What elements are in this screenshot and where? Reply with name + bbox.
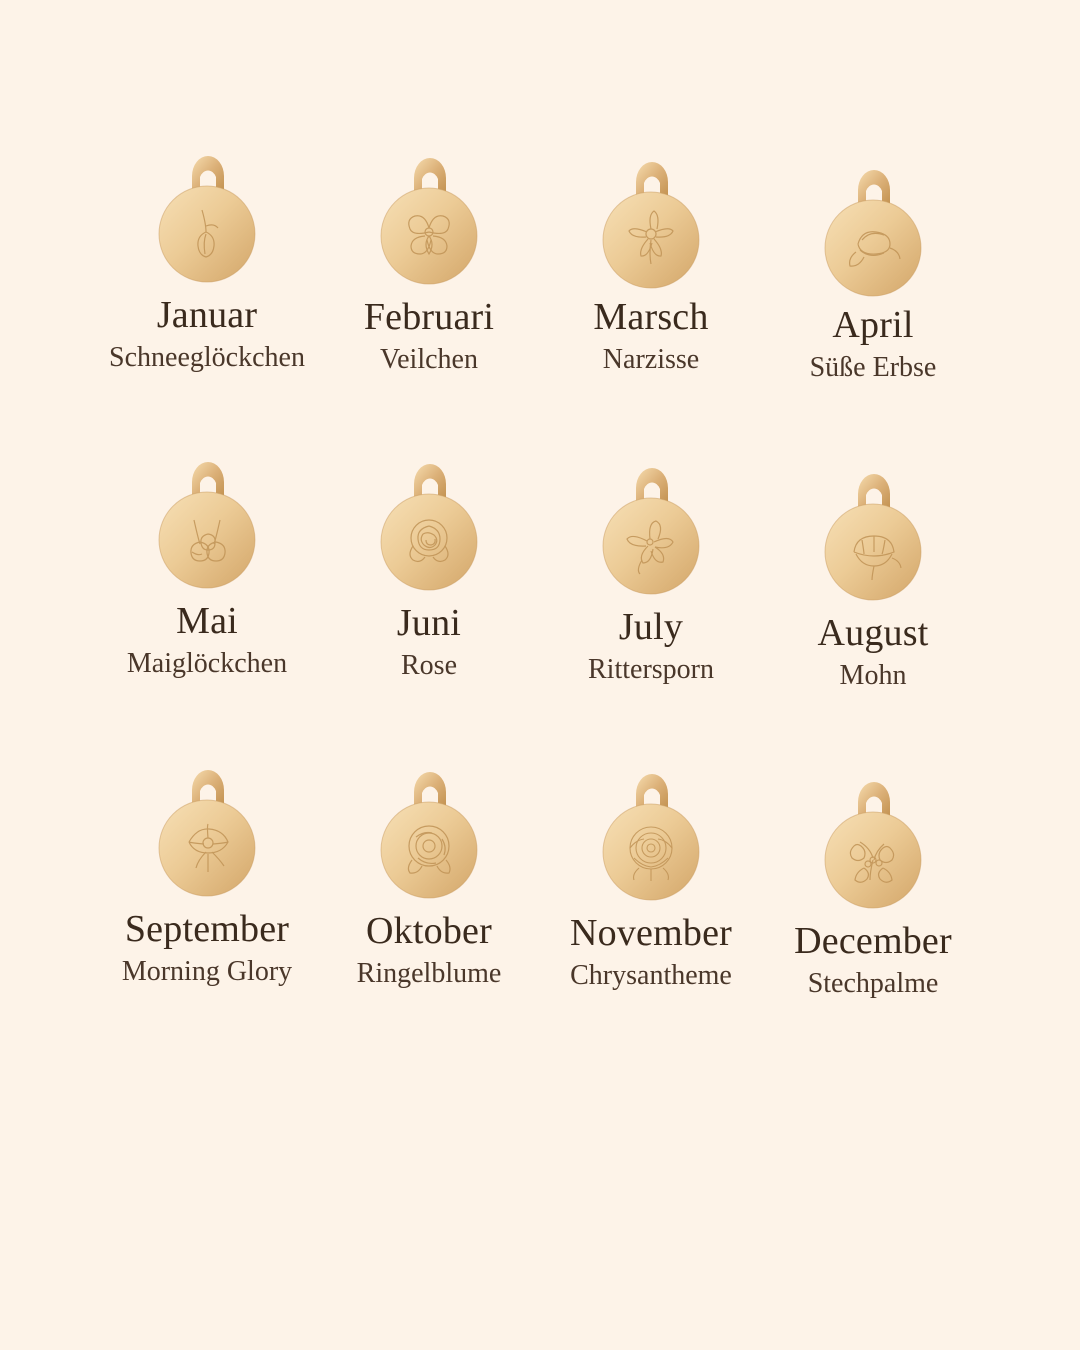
charm-flower-label: Stechpalme	[807, 968, 939, 1000]
charm-month-label: Oktober	[366, 910, 492, 953]
charm-card-februari[interactable]	[318, 130, 540, 376]
charm-month-label: April	[832, 304, 914, 346]
charm-month-label: Marsch	[593, 296, 709, 338]
charm-pendant[interactable]	[354, 746, 504, 906]
morning-glory-icon	[132, 744, 282, 904]
rose-icon	[354, 438, 504, 598]
charm-month-label: August	[817, 612, 929, 655]
poppy-icon	[798, 448, 948, 608]
chrysanthemum-icon	[576, 748, 726, 908]
charm-month-label: July	[618, 606, 684, 649]
charm-pendant[interactable]	[576, 748, 726, 908]
charm-card-juni[interactable]	[318, 436, 540, 682]
charm-month-label: Januar	[156, 294, 258, 336]
charm-card-april[interactable]	[762, 130, 984, 384]
charm-flower-label: Morning Glory	[121, 956, 293, 988]
charm-pendant[interactable]	[576, 442, 726, 602]
charm-pendant[interactable]	[132, 130, 282, 290]
charm-card-november[interactable]	[540, 744, 762, 992]
charm-flower-label: Mohn	[839, 659, 907, 691]
charm-pendant[interactable]	[132, 744, 282, 904]
marigold-icon	[354, 746, 504, 906]
charm-flower-label: Rose	[401, 649, 457, 681]
charm-pendant[interactable]	[798, 144, 948, 304]
charm-card-september[interactable]	[96, 744, 318, 988]
charm-month-label: Mai	[176, 600, 238, 643]
charm-pendant[interactable]	[576, 136, 726, 296]
charm-card-december[interactable]	[762, 744, 984, 1000]
charm-flower-label: Rittersporn	[588, 653, 714, 685]
charm-pendant[interactable]	[354, 132, 504, 292]
snowdrop-icon	[132, 130, 282, 290]
sweet-pea-icon	[798, 144, 948, 304]
charm-month-label: September	[124, 908, 290, 951]
charm-month-label: November	[570, 912, 732, 955]
charm-card-januar[interactable]	[96, 130, 318, 374]
charm-row	[40, 436, 1040, 692]
charm-flower-label: Veilchen	[380, 343, 478, 375]
charm-flower-label: Maiglöckchen	[126, 647, 288, 679]
larkspur-icon	[576, 442, 726, 602]
charm-flower-label: Schneeglöckchen	[109, 341, 305, 373]
charm-month-label: Juni	[396, 602, 462, 645]
charm-flower-label: Süße Erbse	[809, 351, 937, 383]
charm-pendant[interactable]	[132, 436, 282, 596]
charm-flower-label: Chrysantheme	[570, 960, 732, 992]
charm-card-mai[interactable]	[96, 436, 318, 680]
daffodil-icon	[576, 136, 726, 296]
charm-month-label: Februari	[363, 296, 495, 338]
charm-flower-label: Ringelblume	[356, 958, 502, 990]
charm-row	[40, 744, 1040, 1000]
charm-card-oktober[interactable]	[318, 744, 540, 990]
charm-pendant[interactable]	[798, 756, 948, 916]
charm-row	[40, 130, 1040, 384]
charm-pendant[interactable]	[354, 438, 504, 598]
charm-card-july[interactable]	[540, 436, 762, 686]
charm-card-august[interactable]	[762, 436, 984, 692]
charm-month-label: December	[794, 920, 952, 963]
holly-icon	[798, 756, 948, 916]
violet-icon	[354, 132, 504, 292]
lily-of-the-valley-icon	[132, 436, 282, 596]
charm-card-marsch[interactable]	[540, 130, 762, 376]
charm-pendant[interactable]	[798, 448, 948, 608]
charm-flower-label: Narzisse	[602, 343, 700, 375]
